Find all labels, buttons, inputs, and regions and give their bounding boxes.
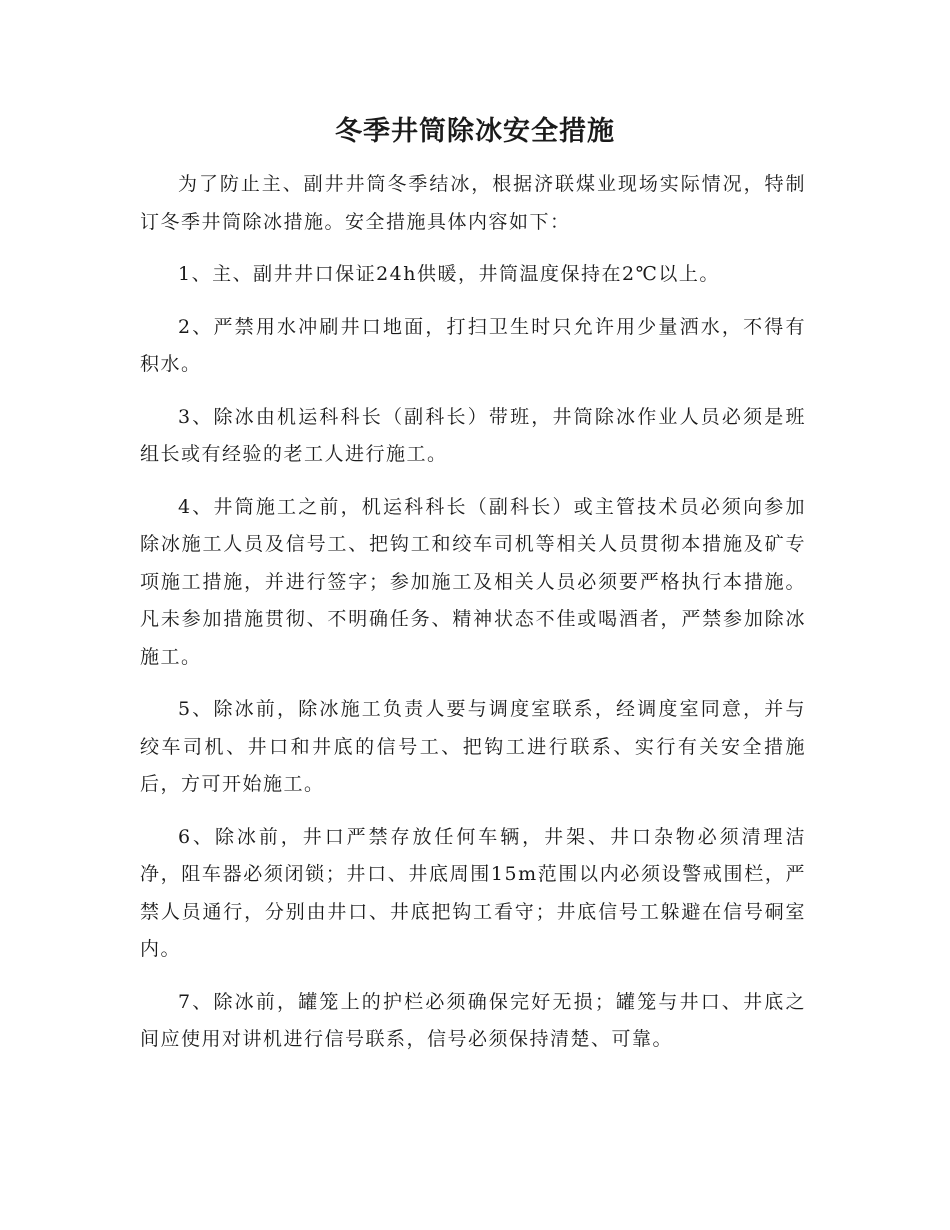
document-body	[140, 166, 806, 1074]
measure-item-6: 6、除冰前，井口严禁存放任何车辆，井架、井口杂物必须清理洁净，阻车器必须闭锁；井口、井底周围15m范围以内必须设警戒围栏，严禁人员通行，分别由井口、井底把钩工看守；井底信号工躲避在信号硐室内。	[140, 825, 806, 960]
intro-paragraph: 为了防止主、副井井筒冬季结冰，根据济联煤业现场实际情况，特制订冬季井筒除冰措施。安全措施具体内容如下：	[140, 173, 806, 233]
measure-item-5: 5、除冰前，除冰施工负责人要与调度室联系，经调度室同意，并与绞车司机、井口和井底的信号工、把钩工进行联系、实行有关安全措施后，方可开始施工。	[140, 698, 806, 795]
measure-item-3: 3、除冰由机运科科长（副科长）带班，井筒除冰作业人员必须是班组长或有经验的老工人进行施工。	[140, 405, 806, 465]
measure-item-7: 7、除冰前，罐笼上的护栏必须确保完好无损；罐笼与井口、井底之间应使用对讲机进行信号联系，信号必须保持清楚、可靠。	[140, 990, 806, 1050]
measure-item-4: 4、井筒施工之前，机运科科长（副科长）或主管技术员必须向参加除冰施工人员及信号工、把钩工和绞车司机等相关人员贯彻本措施及矿专项施工措施，并进行签字；参加施工及相关人员必须要严格执行本措施。凡未参加措施贯彻、不明确任务、精神状态不佳或喝酒者，严禁参加除冰施工。	[140, 495, 806, 668]
measure-item-2: 2、严禁用水冲刷井口地面，打扫卫生时只允许用少量洒水，不得有积水。	[140, 315, 806, 375]
measure-item-1: 1、主、副井井口保证24h供暖，井筒温度保持在2℃以上。	[178, 263, 720, 285]
document-title: 冬季井筒除冰安全措施	[335, 116, 615, 147]
